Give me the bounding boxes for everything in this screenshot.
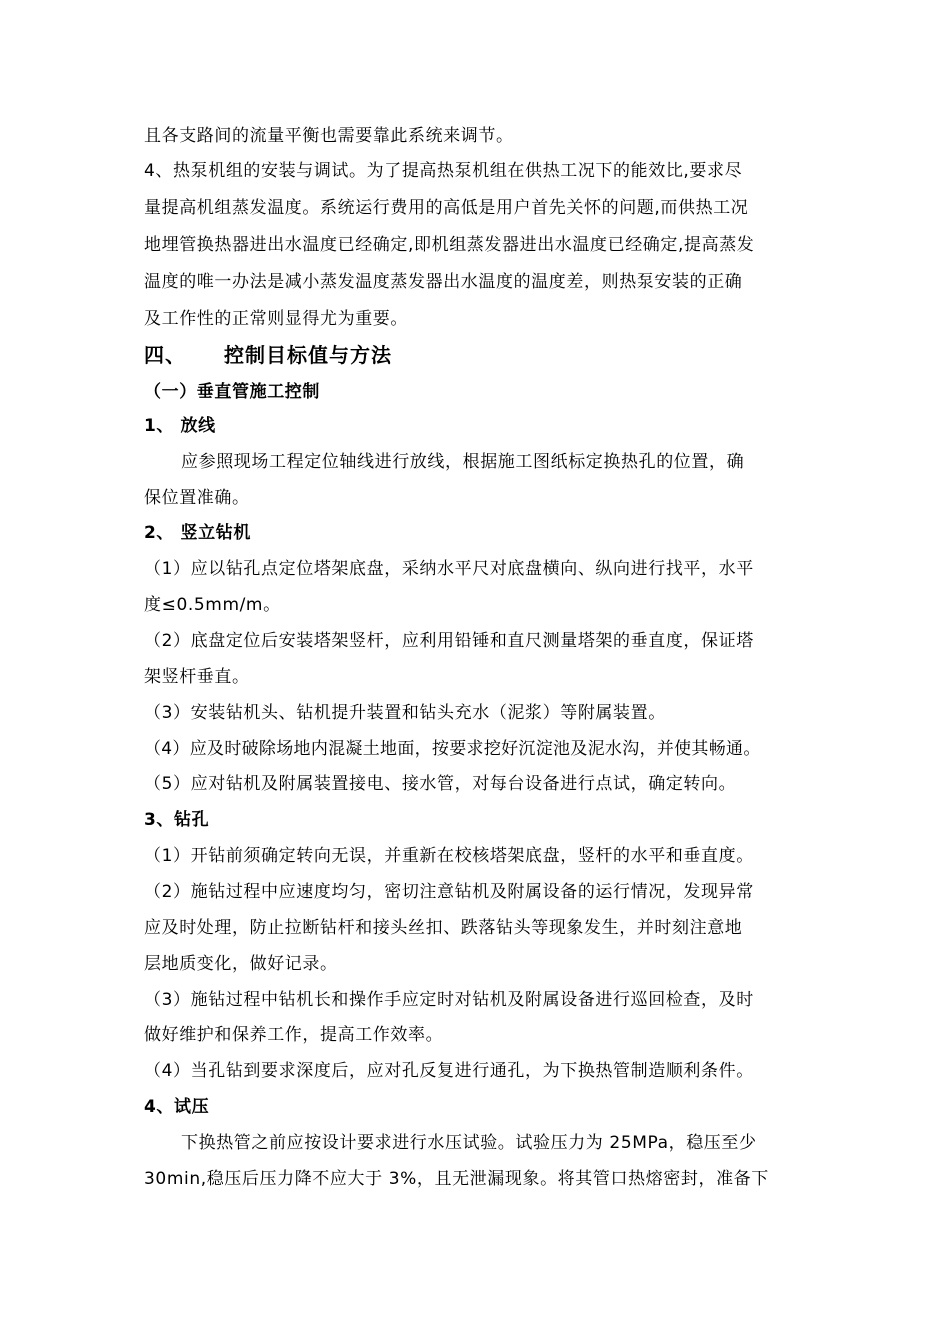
body-line-14: （4）应及时破除场地内混凝土地面，按要求挖好沉淀池及泥水沟，并使其畅通。 — [144, 739, 761, 759]
body-line-2: 4、热泵机组的安装与调试。为了提高热泵机组在供热工况下的能效比,要求尽 — [144, 161, 743, 181]
body-line-4: 地埋管换热器进出水温度已经确定,即机组蒸发器进出水温度已经确定,提高蒸发 — [144, 235, 755, 255]
body-line-8: 保位置准确。 — [144, 488, 250, 508]
body-line-19: 层地质变化，做好记录。 — [144, 954, 338, 974]
item-heading-3: 3、钻孔 — [144, 810, 210, 830]
body-line-9: （1）应以钻孔点定位塔架底盘，采纳水平尺对底盘横向、纵向进行找平，水平 — [144, 559, 754, 579]
subheading-1: （一）垂直管施工控制 — [144, 382, 320, 402]
body-line-15: （5）应对钻机及附属装置接电、接水管，对每台设备进行点试，确定转向。 — [144, 774, 737, 794]
body-line-20: （3）施钻过程中钻机长和操作手应定时对钻机及附属设备进行巡回检查，及时 — [144, 990, 754, 1010]
body-line-1: 且各支路间的流量平衡也需要靠此系统来调节。 — [144, 126, 514, 146]
body-line-11: （2）底盘定位后安装塔架竖杆，应利用铅锤和直尺测量塔架的垂直度，保证塔 — [144, 631, 754, 651]
body-line-6: 及工作性的正常则显得尤为重要。 — [144, 309, 408, 329]
body-line-10: 度≤0.5mm/m。 — [144, 595, 281, 615]
body-line-3: 量提高机组蒸发温度。系统运行费用的高低是用户首先关怀的问题,而供热工况 — [144, 198, 749, 218]
body-line-24: 30min,稳压后压力降不应大于 3%，且无泄漏现象。将其管口热熔密封，准备下 — [144, 1169, 769, 1189]
item-heading-1: 1、 放线 — [144, 416, 216, 436]
body-line-21: 做好维护和保养工作，提高工作效率。 — [144, 1025, 444, 1045]
body-line-12: 架竖杆垂直。 — [144, 667, 250, 687]
section-heading-title: 控制目标值与方法 — [224, 343, 392, 367]
body-line-16: （1）开钻前须确定转向无误，并重新在校核塔架底盘，竖杆的水平和垂直度。 — [144, 846, 754, 866]
section-heading-number: 四、 — [144, 343, 186, 367]
section-heading — [144, 343, 392, 367]
item-heading-4: 4、试压 — [144, 1097, 210, 1117]
body-line-17: （2）施钻过程中应速度均匀，密切注意钻机及附属设备的运行情况，发现异常 — [144, 882, 754, 902]
body-line-5: 温度的唯一办法是减小蒸发温度蒸发器出水温度的温度差，则热泵安装的正确 — [144, 272, 743, 292]
body-line-7: 应参照现场工程定位轴线进行放线，根据施工图纸标定换热孔的位置，确 — [181, 452, 745, 472]
body-line-22: （4）当孔钻到要求深度后，应对孔反复进行通孔，为下换热管制造顺利条件。 — [144, 1061, 754, 1081]
body-line-18: 应及时处理，防止拉断钻杆和接头丝扣、跌落钻头等现象发生，并时刻注意地 — [144, 918, 743, 938]
item-heading-2: 2、 竖立钻机 — [144, 523, 251, 543]
body-line-13: （3）安装钻机头、钻机提升装置和钻头充水（泥浆）等附属装置。 — [144, 703, 666, 723]
body-line-23: 下换热管之前应按设计要求进行水压试验。试验压力为 25MPa，稳压至少 — [181, 1133, 757, 1153]
